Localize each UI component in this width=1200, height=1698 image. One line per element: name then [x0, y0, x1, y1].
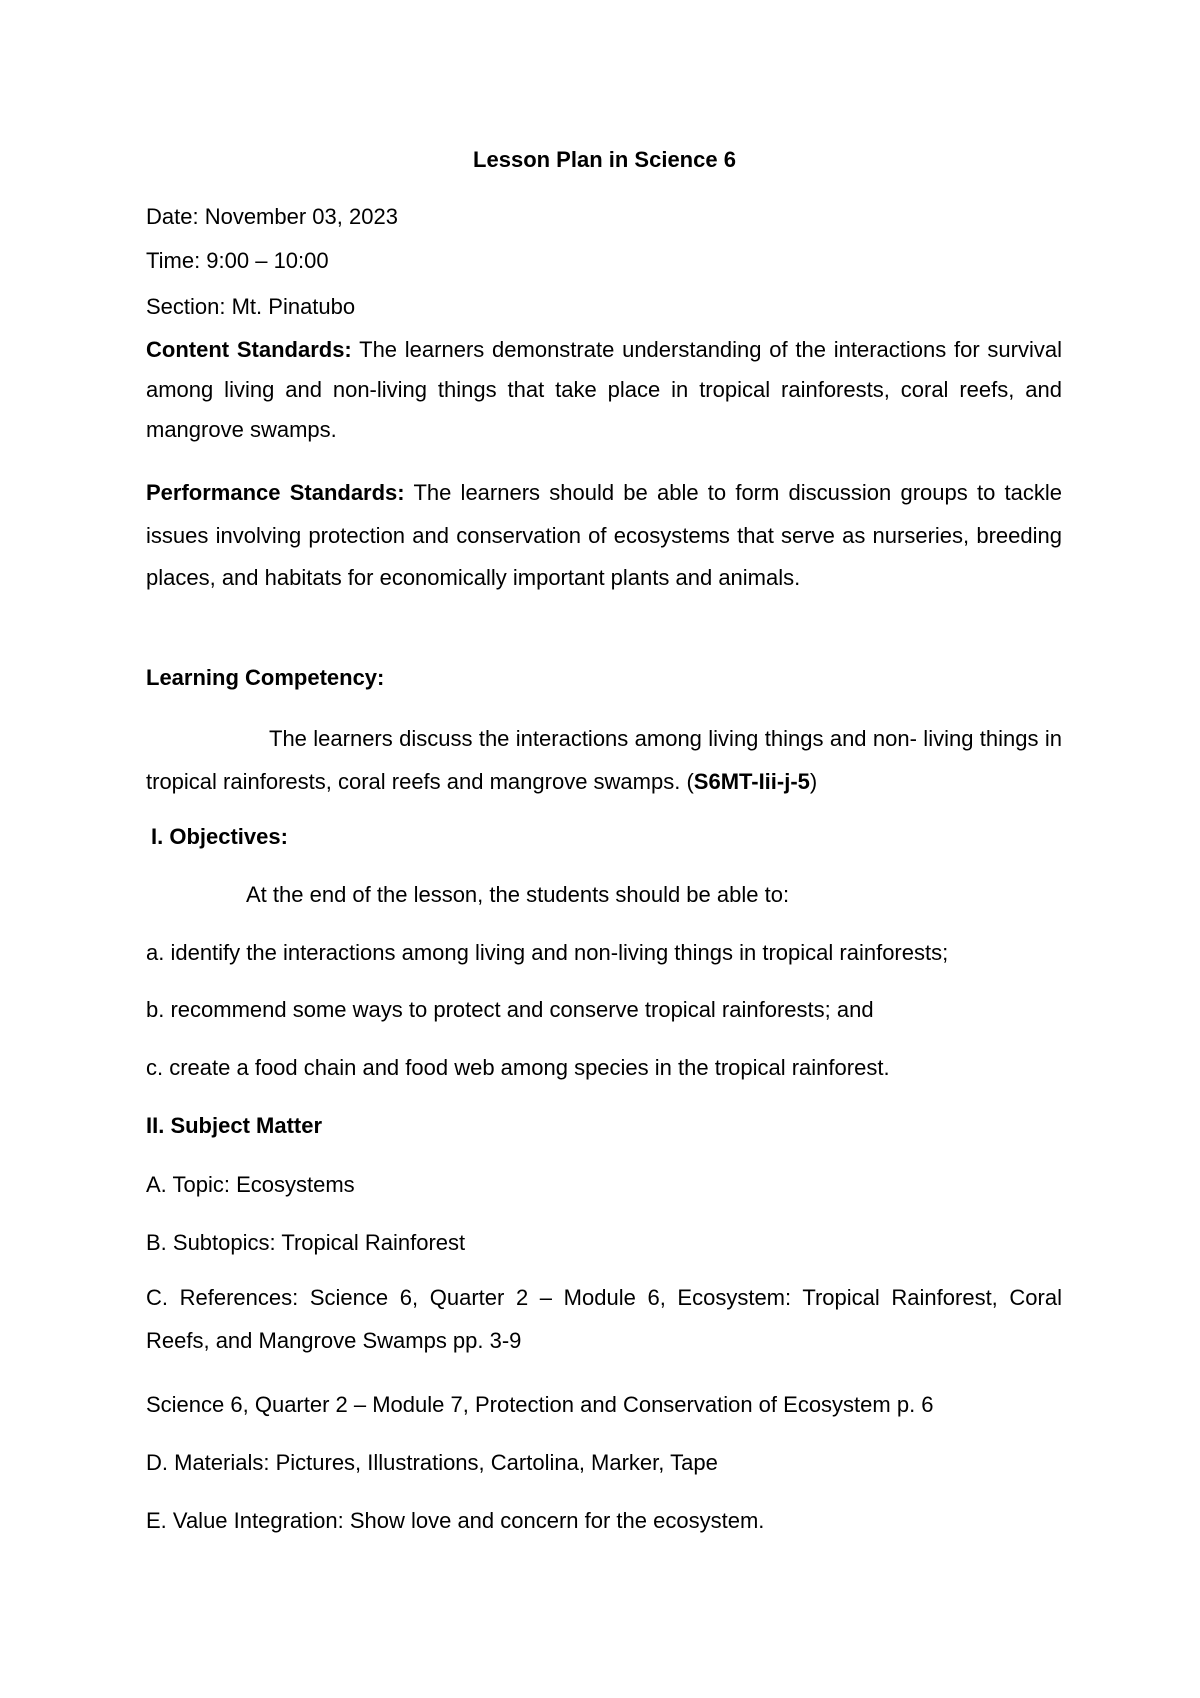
subject-matter-heading: II. Subject Matter [146, 1113, 323, 1138]
materials-line: D. Materials: Pictures, Illustrations, Cartolina, Marker, Tape [146, 1450, 718, 1475]
learning-competency-paragraph [146, 718, 1062, 803]
objective-item-c: c. create a food chain and food web among species in the tropical rainforest. [146, 1055, 890, 1080]
objective-item-b: b. recommend some ways to protect and conserve tropical rainforests; and [146, 997, 874, 1022]
learning-competency-text: The learners discuss the interactions among living things and non- living things in tropical rainforests, coral reefs and mangrove swamps. ( [146, 726, 1062, 794]
subtopics-line: B. Subtopics: Tropical Rainforest [146, 1230, 466, 1255]
objectives-heading: I. Objectives: [151, 824, 288, 849]
reference-2-line: Science 6, Quarter 2 – Module 7, Protection and Conservation of Ecosystem p. 6 [146, 1392, 934, 1417]
time-line: Time: 9:00 – 10:00 [146, 248, 329, 273]
value-integration-line: E. Value Integration: Show love and concern for the ecosystem. [146, 1508, 765, 1533]
document-title: Lesson Plan in Science 6 [473, 147, 736, 172]
objective-item-a: a. identify the interactions among living and non-living things in tropical rainforests; [146, 940, 949, 965]
competency-code: S6MT-Iii-j-5 [693, 768, 810, 794]
performance-standards-label: Performance Standards: [146, 480, 405, 505]
date-line: Date: November 03, 2023 [146, 204, 398, 229]
section-line: Section: Mt. Pinatubo [146, 294, 356, 319]
performance-standards-text: The learners should be able to form discussion groups to tackle issues involving protection and conservation of ecosystems that serve as nurseries, breeding places, and habitats for economically important plants and animals. [146, 480, 1062, 590]
references-paragraph: C. References: Science 6, Quarter 2 – Module 6, Ecosystem: Tropical Rainforest, Coral Reefs, and Mangrove Swamps pp. 3-9 [146, 1285, 1062, 1353]
learning-competency-heading: Learning Competency: [146, 665, 385, 690]
content-standards-label: Content Standards: [146, 337, 352, 362]
objectives-intro: At the end of the lesson, the students should be able to: [246, 882, 790, 907]
competency-code-close: ) [809, 768, 818, 794]
content-standards-text: The learners demonstrate understanding of the interactions for survival among living and non-living things that take place in tropical rainforests, coral reefs, and mangrove swamps. [146, 337, 1062, 442]
content-standards-paragraph [146, 330, 1062, 450]
performance-standards-paragraph [146, 472, 1062, 600]
topic-line: A. Topic: Ecosystems [146, 1172, 355, 1197]
